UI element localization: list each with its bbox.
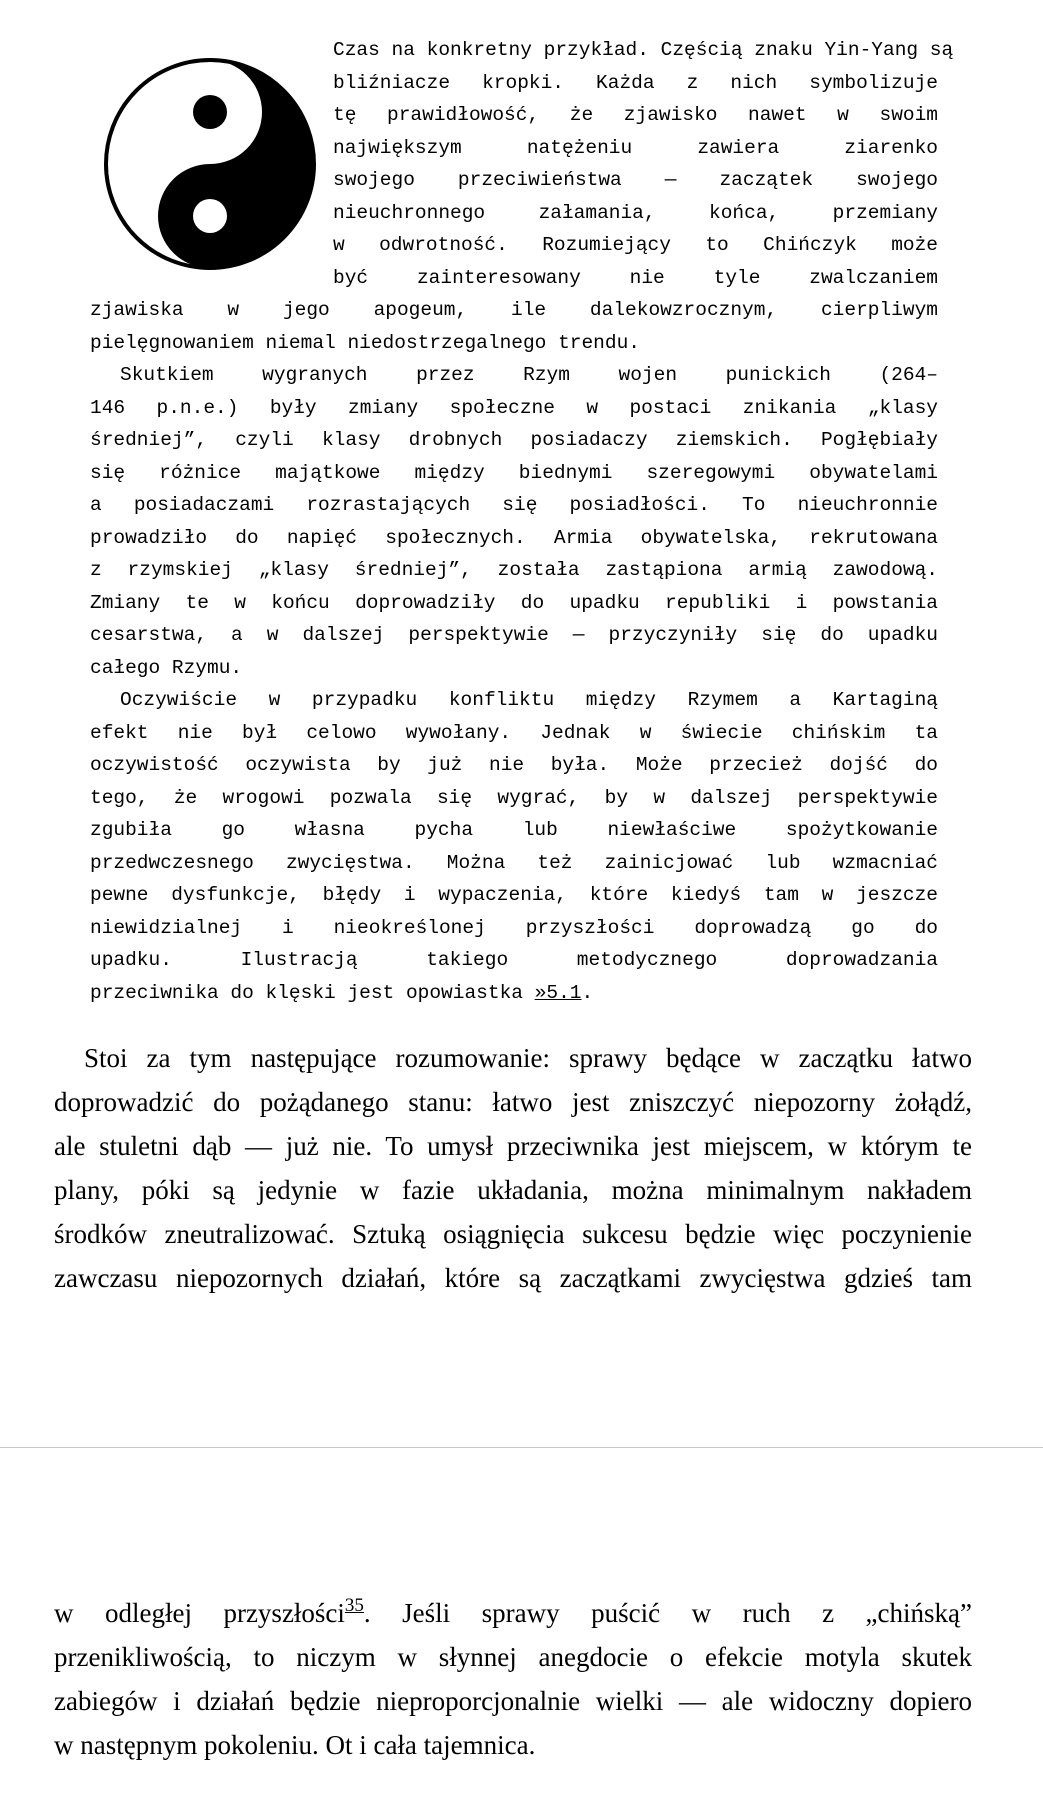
body-line: środków zneutralizować. Sztuką osiągnięcia sukcesu będzie więc poczynienie (54, 1219, 972, 1249)
body-paragraph (54, 1036, 972, 1300)
quote-line: swojego przeciwieństwa — zaczątek swojego (333, 169, 938, 191)
quote-line: pewne dysfunkcje, błędy i wypaczenia, które kiedyś tam w jeszcze (90, 884, 938, 906)
quote-line (90, 977, 938, 1010)
quote-text: . (581, 981, 594, 1004)
body-line: zawczasu niepozornych działań, które są zaczątkami zwycięstwa gdzieś tam (54, 1263, 972, 1293)
quote-line: bliźniacze kropki. Każda z nich symbolizuje (333, 71, 938, 94)
story-reference-link[interactable]: »5.1 (534, 981, 582, 1004)
quote-line: Zmiany te w końcu doprowadziły do upadku republiki i powstania (90, 591, 938, 614)
quote-line: z rzymskiej „klasy średniej”, została zastąpiona armią zawodową. (90, 559, 938, 581)
quote-line: upadku. Ilustracją takiego metodycznego doprowadzania (90, 949, 938, 971)
quote-line: efekt nie był celowo wywołany. Jednak w świecie chińskim ta (90, 721, 938, 744)
quote-line: Czas na konkretny przykład. Częścią znaku Yin-Yang są (333, 39, 954, 61)
quote-line: się różnice majątkowe między biednymi szeregowymi obywatelami (90, 461, 938, 484)
quote-line: średniej”, czyli klasy drobnych posiadaczy ziemskich. Pogłębiały (90, 429, 938, 451)
footnote-ref-link[interactable]: 35 (344, 1595, 364, 1616)
body-line: ale stuletni dąb — już nie. To umysł przeciwnika jest miejscem, w którym te (54, 1131, 972, 1161)
body-line (54, 1591, 972, 1635)
page-divider (0, 1447, 1043, 1448)
body-line: w następnym pokoleniu. Ot i cała tajemnica. (54, 1730, 536, 1760)
next-page-paragraph (54, 1591, 972, 1767)
quote-line: pielęgnowaniem niemal niedostrzegalnego trendu. (90, 331, 640, 354)
quote-line: zjawiska w jego apogeum, ile dalekowzrocznym, cierpliwym (90, 299, 938, 321)
quote-line: Skutkiem wygranych przez Rzym wojen punickich (264– (120, 364, 938, 386)
quote-line: prowadziło do napięć społecznych. Armia obywatelska, rekrutowana (90, 526, 938, 549)
quote-line: największym natężeniu zawiera ziarenko (333, 136, 938, 159)
quote-line: cesarstwa, a w dalszej perspektywie — przyczyniły się do upadku (90, 624, 938, 646)
body-text: . Jeśli sprawy puścić w ruch z „chińską” (363, 1598, 972, 1628)
quote-line: przedwczesnego zwycięstwa. Można też zainicjować lub wzmacniać (90, 851, 938, 874)
body-line: doprowadzić do pożądanego stanu: łatwo jest zniszczyć niepozorny żołądź, (54, 1087, 972, 1117)
quote-line: zgubiła go własna pycha lub niewłaściwe spożytkowanie (90, 819, 938, 841)
quote-line: Oczywiście w przypadku konfliktu między Rzymem a Kartaginą (120, 689, 938, 711)
body-line: zabiegów i działań będzie nieproporcjonalnie wielki — ale widoczny dopiero (54, 1686, 972, 1716)
body-text: w odległej przyszłości (54, 1598, 345, 1628)
quote-block (90, 34, 954, 1009)
quote-line: a posiadaczami rozrastających się posiadłości. To nieuchronnie (90, 494, 938, 516)
quote-line: w odwrotność. Rozumiejący to Chińczyk może (333, 234, 938, 256)
quote-line: niewidzialnej i nieokreślonej przyszłości doprowadzą go do (90, 916, 938, 939)
quote-line: tego, że wrogowi pozwala się wygrać, by w dalszej perspektywie (90, 786, 938, 809)
quote-line: oczywistość oczywista by już nie była. Może przecież dojść do (90, 754, 938, 776)
quote-line: być zainteresowany nie tyle zwalczaniem (333, 266, 938, 289)
quote-line: nieuchronnego załamania, końca, przemiany (333, 201, 938, 224)
body-line: Stoi za tym następujące rozumowanie: sprawy będące w zaczątku łatwo (84, 1043, 972, 1073)
quote-line: 146 p.n.e.) były zmiany społeczne w postaci znikania „klasy (90, 396, 938, 419)
quote-text: przeciwnika do klęski jest opowiastka (90, 981, 535, 1004)
quote-line: całego Rzymu. (90, 656, 243, 679)
body-line: plany, póki są jedynie w fazie układania, można minimalnym nakładem (54, 1175, 972, 1205)
quote-line: tę prawidłowość, że zjawisko nawet w swoim (333, 104, 938, 126)
body-line: przenikliwością, to niczym w słynnej anegdocie o efekcie motyla skutek (54, 1642, 972, 1672)
